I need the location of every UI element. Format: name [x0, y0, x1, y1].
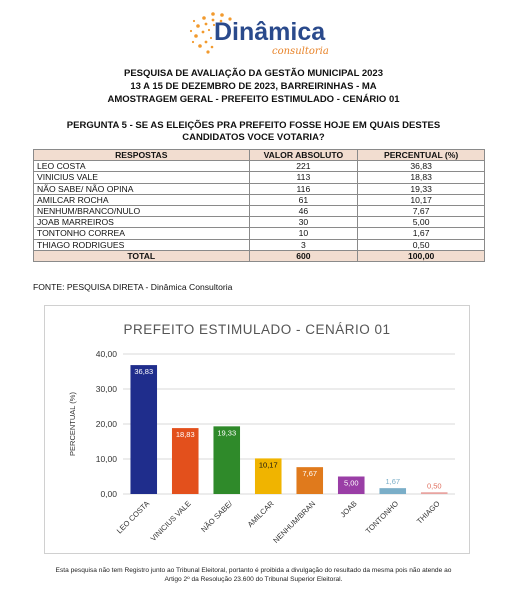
chart-bar: [421, 492, 448, 494]
bar-chart: [44, 305, 470, 554]
row-answer: TONTONHO CORREA: [34, 228, 250, 239]
row-answer: NENHUM/BRANCO/NULO: [34, 205, 250, 216]
table-header-row: [34, 150, 485, 161]
y-axis-label: PERCENTUAL (%): [68, 392, 77, 456]
total-label: TOTAL: [34, 250, 250, 261]
row-percent: 5,00: [358, 217, 485, 228]
bar-value-label: 19,33: [217, 428, 237, 438]
x-tick-label: THIAGO: [414, 499, 442, 526]
row-absolute: 113: [249, 172, 358, 183]
x-tick-label: NENHUM/BRAN: [271, 499, 318, 545]
row-answer: AMILCAR ROCHA: [34, 194, 250, 205]
row-answer: LEO COSTA: [34, 161, 250, 172]
y-tick-label: 10,00: [95, 454, 117, 464]
y-tick-label: 40,00: [95, 349, 117, 359]
row-absolute: 61: [249, 194, 358, 205]
chart-bar: [379, 488, 406, 494]
row-percent: 36,83: [358, 161, 485, 172]
row-percent: 10,17: [358, 194, 485, 205]
row-absolute: 116: [249, 183, 358, 194]
table-row: [34, 172, 485, 183]
bar-value-label: 36,83: [134, 367, 154, 377]
source-note: FONTE: PESQUISA DIRETA - Dinâmica Consultoria: [33, 282, 233, 292]
bar-chart-svg: [45, 306, 469, 553]
header-line-1: PESQUISA DE AVALIAÇÃO DA GESTÃO MUNICIPAL 2023: [123, 68, 383, 79]
question-line-2: CANDIDATOS VOCE VOTARIA?: [182, 132, 325, 143]
footer-line-1: Esta pesquisa não tem Registro junto ao Tribunal Eleitoral, portanto é proibida a divulgação do resultado da mesma pois não atende ao: [55, 567, 452, 574]
x-tick-label: JOAB: [338, 499, 359, 520]
table-row: [34, 161, 485, 172]
bar-value-label: 1,67: [385, 477, 401, 487]
results-table: [33, 149, 485, 262]
row-answer: JOAB MARREIROS: [34, 217, 250, 228]
bar-value-label: 18,83: [175, 430, 195, 440]
question-text: [20, 120, 487, 144]
row-percent: 7,67: [358, 205, 485, 216]
row-percent: 0,50: [358, 239, 485, 250]
table-row: [34, 194, 485, 205]
header-percentual: PERCENTUAL (%): [358, 150, 485, 161]
question-line-1: PERGUNTA 5 - SE AS ELEIÇÕES PRA PREFEITO FOSSE HOJE EM QUAIS DESTES: [66, 120, 441, 131]
y-tick-label: 20,00: [95, 419, 117, 429]
row-answer: NÃO SABE/ NÃO OPINA: [34, 183, 250, 194]
x-tick-label: AMILCAR: [245, 499, 276, 529]
header-valor-absoluto: VALOR ABSOLUTO: [249, 150, 358, 161]
logo-brand: Dinâmica: [214, 18, 326, 46]
x-tick-label: NÃO SABE/: [199, 499, 235, 535]
header-line-2: 13 A 15 DE DEZEMBRO DE 2023, BARREIRINHAS - MA: [130, 81, 377, 92]
bar-value-label: 5,00: [343, 478, 359, 488]
row-absolute: 30: [249, 217, 358, 228]
bar-value-label: 10,17: [258, 460, 278, 470]
table-row: [34, 217, 485, 228]
table-row: [34, 228, 485, 239]
row-percent: 18,83: [358, 172, 485, 183]
row-percent: 1,67: [358, 228, 485, 239]
table-row: [34, 183, 485, 194]
row-absolute: 3: [249, 239, 358, 250]
bar-value-label: 0,50: [426, 481, 442, 491]
footer-line-2: Artigo 2º da Resolução 23.600 do Tribunal Superior Eleitoral.: [164, 576, 343, 583]
logo-subtitle: consultoria: [272, 46, 329, 57]
legal-footer: [20, 566, 487, 584]
total-percent: 100,00: [358, 250, 485, 261]
total-absolute: 600: [249, 250, 358, 261]
x-tick-label: LEO COSTA: [114, 499, 152, 536]
row-absolute: 46: [249, 205, 358, 216]
chart-title: PREFEITO ESTIMULADO - CENÁRIO 01: [123, 322, 391, 337]
x-tick-label: TONTONHO: [363, 499, 401, 536]
row-absolute: 221: [249, 161, 358, 172]
row-absolute: 10: [249, 228, 358, 239]
row-answer: VINICIUS VALE: [34, 172, 250, 183]
table-row: [34, 205, 485, 216]
x-tick-label: VINICIUS VALE: [148, 499, 193, 544]
dinamica-logo: [186, 6, 346, 60]
header-line-3: AMOSTRAGEM GERAL - PREFEITO ESTIMULADO - CENÁRIO 01: [107, 94, 400, 105]
table-row: [34, 239, 485, 250]
y-tick-label: 0,00: [100, 489, 117, 499]
chart-bar: [130, 365, 157, 494]
header-respostas: RESPOSTAS: [34, 150, 250, 161]
y-tick-label: 30,00: [95, 384, 117, 394]
row-percent: 19,33: [358, 183, 485, 194]
table-total-row: [34, 250, 485, 261]
bar-value-label: 7,67: [302, 469, 318, 479]
row-answer: THIAGO RODRIGUES: [34, 239, 250, 250]
